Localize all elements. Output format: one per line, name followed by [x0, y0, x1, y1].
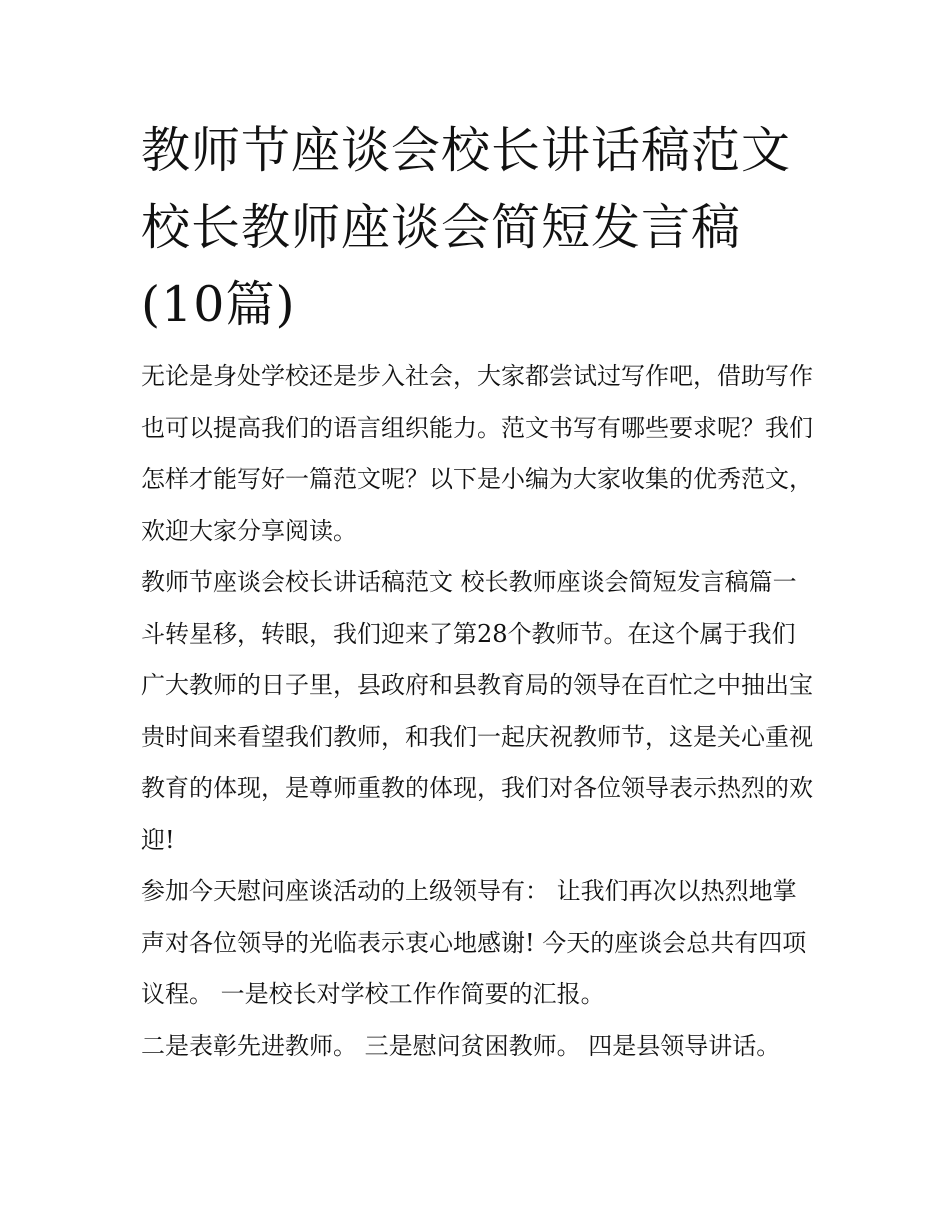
section-heading: 教师节座谈会校长讲话稿范文 校长教师座谈会简短发言稿篇一 — [141, 568, 797, 596]
body-paragraph: 斗转星移，转眼，我们迎来了第28个教师节。在这个属于我们广大教师的日子里，县政府和县教育局的领导在百忙之中抽出宝贵时间来看望我们教师，和我们一起庆祝教师节，这是关心重视教育的体现，是尊师重教的体现，我们对各位领导表示热烈的欢迎! — [141, 619, 813, 854]
document-body — [141, 351, 815, 1072]
body-paragraph: 参加今天慰问座谈活动的上级领导有： 让我们再次以热烈地掌声对各位领导的光临表示衷心地感谢! 今天的座谈会总共有四项议程。 一是校长对学校工作作简要的汇报。 — [141, 877, 807, 1008]
body-paragraph: 二是表彰先进教师。 三是慰问贫困教师。 四是县领导讲话。 — [141, 1031, 781, 1060]
document-title: 教师节座谈会校长讲话稿范文 校长教师座谈会简短发言稿(10篇) — [141, 122, 792, 333]
intro-paragraph: 无论是身处学校还是步入社会，大家都尝试过写作吧，借助写作也可以提高我们的语言组织能力。范文书写有哪些要求呢？我们怎样才能写好一篇范文呢？以下是小编为大家收集的优秀范文，欢迎大家分享阅读。 — [141, 362, 813, 545]
